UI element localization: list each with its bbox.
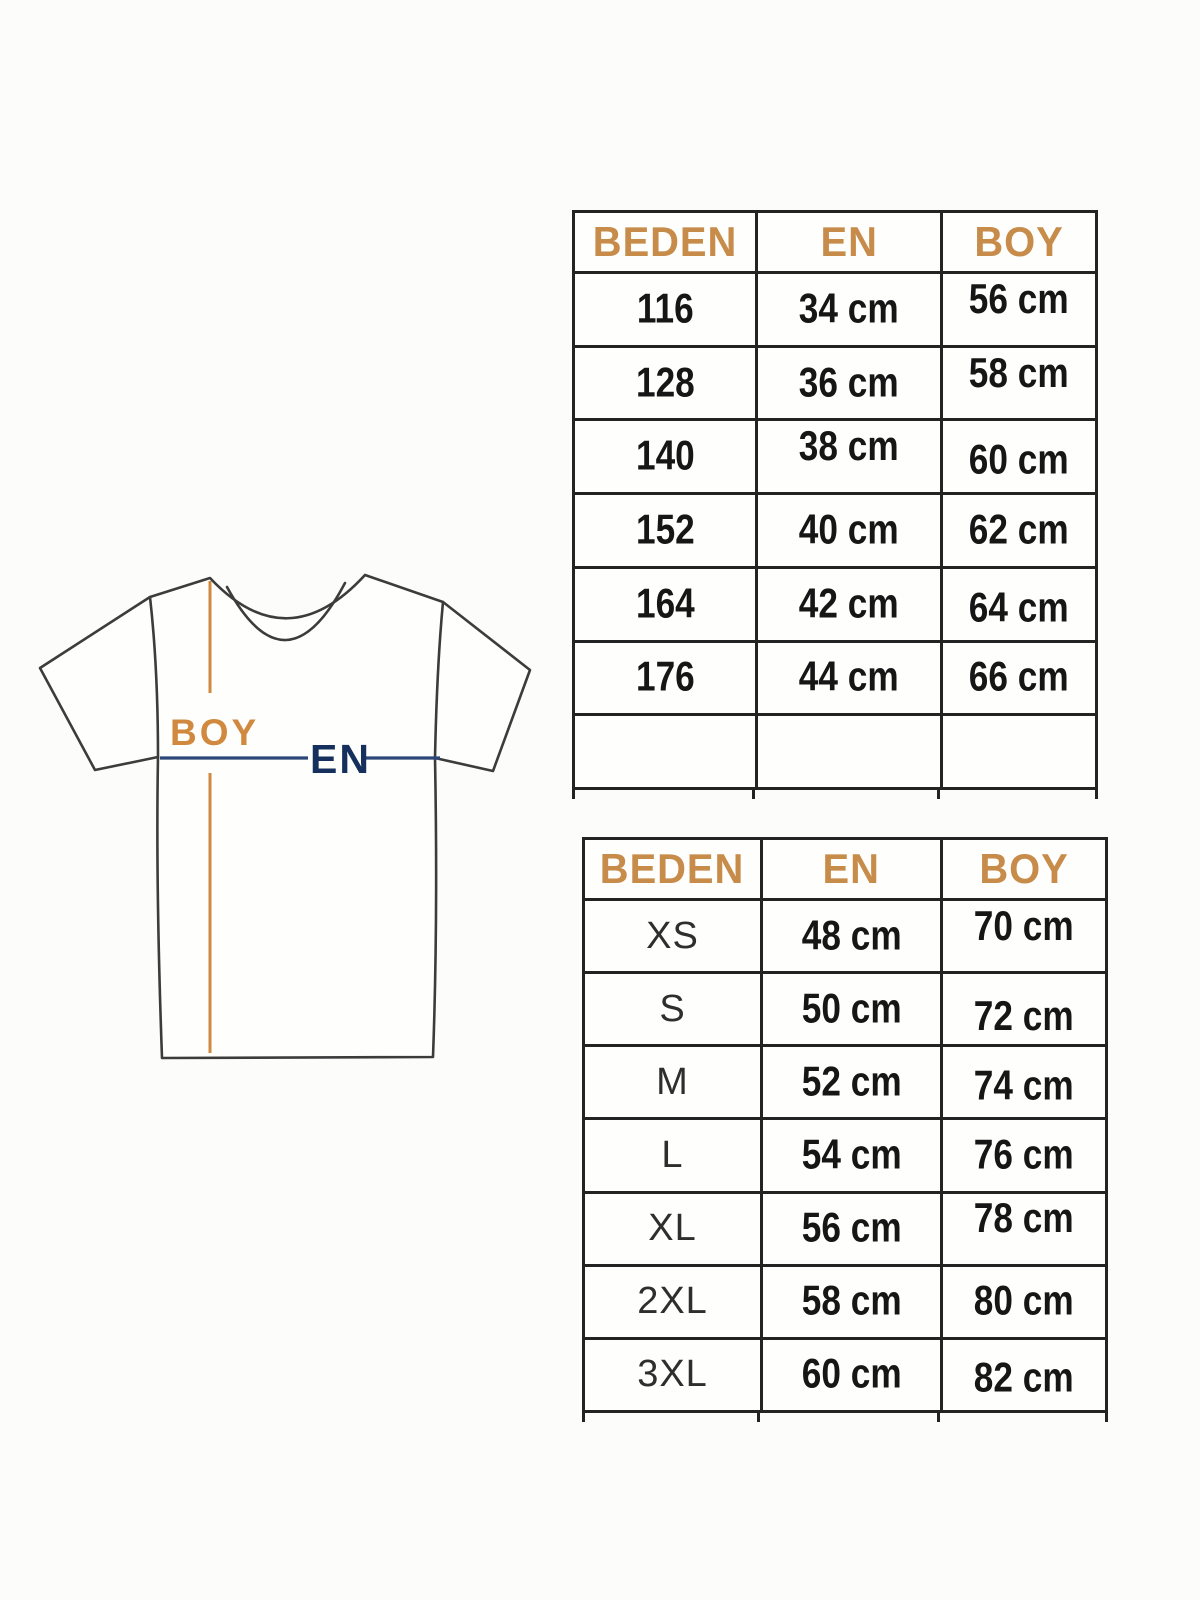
length-cell bbox=[940, 898, 1105, 971]
kids-header-beden bbox=[575, 213, 755, 271]
cell-value: 36 cm bbox=[799, 359, 899, 406]
size-cell bbox=[575, 640, 755, 714]
size-cell bbox=[585, 1191, 760, 1264]
cell-value: 128 bbox=[635, 359, 695, 406]
size-cell bbox=[585, 1117, 760, 1190]
width-cell bbox=[755, 345, 940, 419]
length-cell bbox=[940, 418, 1095, 492]
width-cell bbox=[760, 1117, 940, 1190]
size-cell bbox=[585, 971, 760, 1044]
width-cell bbox=[760, 971, 940, 1044]
cell-value: 34 cm bbox=[799, 285, 899, 332]
table-stub bbox=[572, 790, 575, 799]
size-cell bbox=[585, 898, 760, 971]
cell-value: 82 cm bbox=[974, 1355, 1074, 1402]
kids-header-en bbox=[755, 213, 940, 271]
adult-header-en bbox=[760, 840, 940, 898]
width-cell bbox=[755, 492, 940, 566]
cell-value: 38 cm bbox=[799, 424, 899, 470]
cell-value: 60 cm bbox=[801, 1351, 902, 1398]
table-stub bbox=[752, 790, 755, 799]
length-cell bbox=[940, 640, 1095, 714]
width-cell bbox=[760, 1044, 940, 1117]
header-label: BEDEN bbox=[592, 218, 738, 265]
cell-value: 62 cm bbox=[969, 507, 1069, 553]
tshirt-outline bbox=[40, 575, 530, 1058]
table-stub bbox=[1095, 790, 1098, 799]
length-cell bbox=[940, 345, 1095, 419]
kids-size-table bbox=[572, 210, 1098, 790]
size-cell bbox=[575, 345, 755, 419]
cell-value: 50 cm bbox=[801, 985, 902, 1032]
cell-value: S bbox=[659, 987, 686, 1030]
cell-value: 70 cm bbox=[974, 903, 1074, 950]
length-cell bbox=[940, 566, 1095, 640]
cell-value: 78 cm bbox=[974, 1195, 1074, 1242]
tshirt-diagram bbox=[30, 545, 540, 1075]
cell-value: 44 cm bbox=[799, 654, 899, 701]
size-cell bbox=[575, 271, 755, 345]
table-stub bbox=[582, 1413, 585, 1422]
width-cell bbox=[755, 640, 940, 714]
cell-value: 74 cm bbox=[974, 1063, 1074, 1109]
size-cell bbox=[585, 1264, 760, 1337]
boy-measure-label: BOY bbox=[170, 712, 260, 753]
cell-value: 140 bbox=[635, 433, 695, 480]
en-measure-label: EN bbox=[310, 736, 371, 782]
table-stub bbox=[937, 1413, 940, 1422]
length-cell bbox=[940, 1191, 1105, 1264]
header-label: EN bbox=[822, 845, 881, 892]
length-cell bbox=[940, 1117, 1105, 1190]
width-cell bbox=[760, 1191, 940, 1264]
size-cell bbox=[585, 1337, 760, 1410]
length-cell bbox=[940, 271, 1095, 345]
adult-header-boy bbox=[940, 840, 1105, 898]
cell-value: 56 cm bbox=[969, 276, 1069, 323]
cell-value: 66 cm bbox=[969, 654, 1069, 701]
width-cell bbox=[760, 1264, 940, 1337]
size-cell bbox=[575, 492, 755, 566]
width-cell bbox=[755, 566, 940, 640]
size-cell bbox=[575, 418, 755, 492]
table-stub bbox=[757, 1413, 760, 1422]
cell-value: XL bbox=[648, 1207, 697, 1250]
length-cell bbox=[940, 1264, 1105, 1337]
cell-value: 2XL bbox=[637, 1280, 708, 1323]
length-cell bbox=[940, 492, 1095, 566]
cell-value: L bbox=[661, 1133, 684, 1176]
empty-row-cell bbox=[940, 713, 1095, 787]
cell-value: M bbox=[656, 1060, 689, 1103]
length-cell bbox=[940, 1337, 1105, 1410]
cell-value: 64 cm bbox=[969, 584, 1069, 631]
table-stub bbox=[1105, 1413, 1108, 1422]
cell-value: 56 cm bbox=[801, 1205, 902, 1251]
adult-size-table bbox=[582, 837, 1108, 1413]
width-cell bbox=[755, 418, 940, 492]
cell-value: 76 cm bbox=[974, 1132, 1074, 1178]
cell-value: 80 cm bbox=[974, 1278, 1074, 1325]
width-cell bbox=[760, 1337, 940, 1410]
cell-value: 48 cm bbox=[801, 912, 902, 959]
cell-value: 58 cm bbox=[969, 350, 1069, 397]
cell-value: 58 cm bbox=[801, 1278, 902, 1325]
cell-value: 116 bbox=[636, 285, 694, 332]
header-label: BOY bbox=[974, 218, 1064, 265]
header-label: BEDEN bbox=[600, 845, 745, 892]
size-cell bbox=[575, 566, 755, 640]
cell-value: 54 cm bbox=[801, 1132, 902, 1178]
cell-value: 3XL bbox=[637, 1353, 708, 1396]
cell-value: 164 bbox=[635, 580, 695, 627]
adult-header-beden bbox=[585, 840, 760, 898]
cell-value: 176 bbox=[635, 654, 695, 701]
cell-value: 152 bbox=[635, 507, 695, 553]
cell-value: XS bbox=[646, 914, 699, 957]
size-cell bbox=[585, 1044, 760, 1117]
length-cell bbox=[940, 971, 1105, 1044]
kids-header-boy bbox=[940, 213, 1095, 271]
width-cell bbox=[755, 271, 940, 345]
header-label: BOY bbox=[979, 845, 1069, 892]
cell-value: 42 cm bbox=[799, 580, 899, 627]
width-cell bbox=[760, 898, 940, 971]
length-cell bbox=[940, 1044, 1105, 1117]
empty-row-cell bbox=[575, 713, 755, 787]
table-stub bbox=[937, 790, 940, 799]
empty-row-cell bbox=[755, 713, 940, 787]
cell-value: 52 cm bbox=[801, 1058, 902, 1105]
header-label: EN bbox=[820, 218, 878, 265]
cell-value: 72 cm bbox=[974, 993, 1074, 1039]
cell-value: 60 cm bbox=[969, 437, 1069, 484]
cell-value: 40 cm bbox=[799, 507, 899, 553]
